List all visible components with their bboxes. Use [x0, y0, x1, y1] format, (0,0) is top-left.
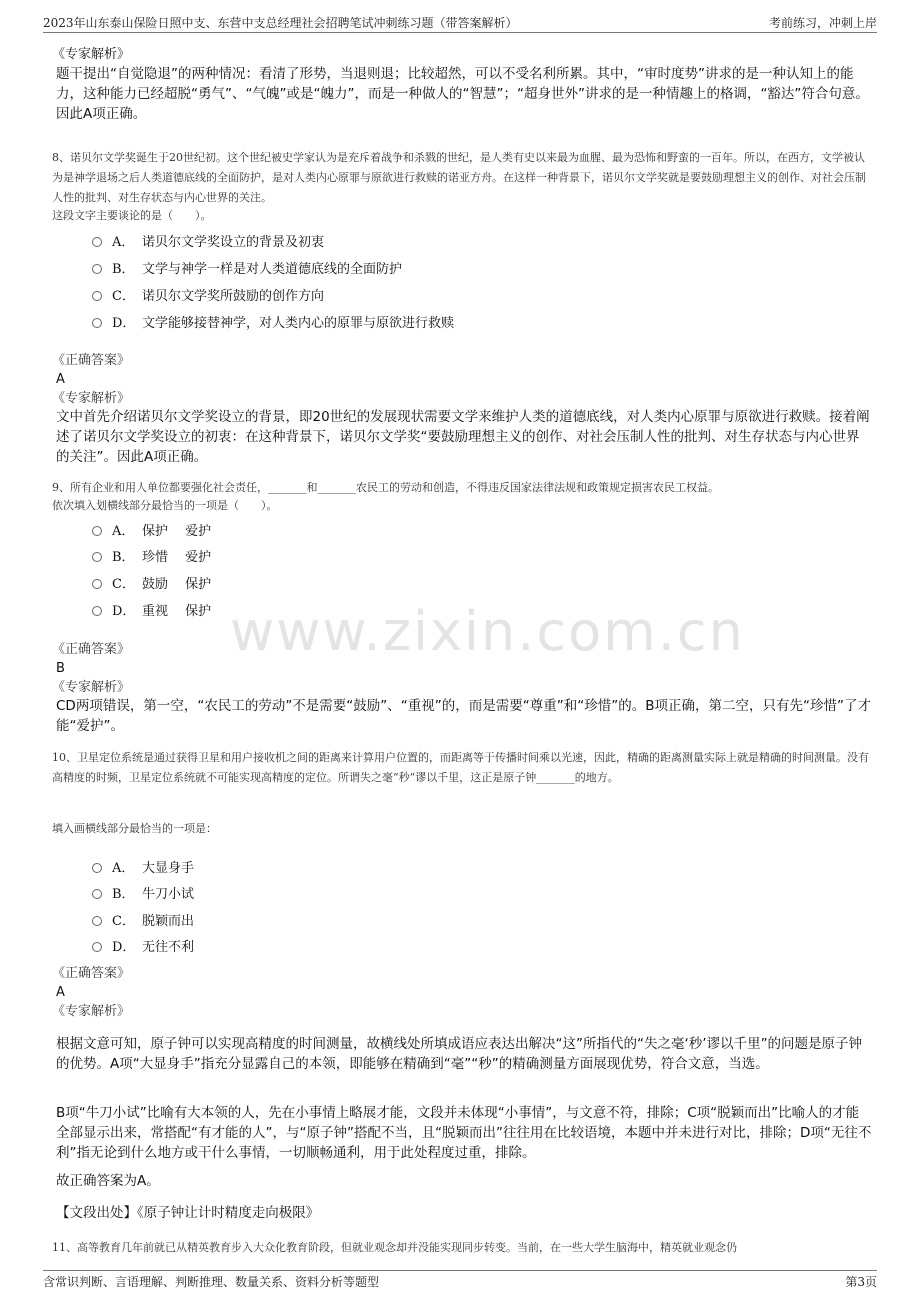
- q10-analysis-p2: B项“牛刀小试”比喻有大本领的人，先在小事情上略展才能，文段并未体现“小事情”，与文意不符，排除；C项“脱颖而出”比喻人的才能全部显示出来，常搭配“有才能的人”，与“原子钟”搭配不当，且“脱颖而出”往往用在比较语境，本题中并未进行对比，排除；D项“无往不利”指无论到什么地方或干什么事情，一切顺畅通利，用于此处程度过重，排除。: [56, 1105, 872, 1161]
- q8-option-b[interactable]: B． 文学与神学一样是对人类道德底线的全面防护: [92, 256, 402, 278]
- q10-option-b[interactable]: B． 牛刀小试: [92, 881, 194, 903]
- q8-option-c[interactable]: C． 诺贝尔文学奖所鼓励的创作方向: [92, 283, 324, 305]
- radio-icon[interactable]: [92, 863, 102, 873]
- q10-option-c[interactable]: C． 脱颖而出: [92, 908, 194, 930]
- q9-option-c[interactable]: C． 鼓励 保护: [92, 571, 211, 593]
- q9-question: 依次填入划横线部分最恰当的一项是（ ）。: [52, 499, 278, 512]
- header-slogan: 考前练习，冲刺上岸: [768, 15, 877, 30]
- q10-source: [56, 1203, 874, 1223]
- q9-option-a[interactable]: A． 保护 爱护: [92, 518, 211, 540]
- q7-analysis: 题干提出“自觉隐退”的两种情况：看清了形势，当退则退；比较超然，可以不受名利所累。其中，“审时度势”讲求的是一种认知上的能力，这种能力已经超脱“勇气”、“气魄”或是“魄力”，而是一种做人的“智慧”；“超身世外”讲求的是一种情趣上的格调，“豁达”符合句意。因此A项正确。: [56, 66, 869, 122]
- radio-icon[interactable]: [92, 318, 102, 328]
- q8-option-a[interactable]: A． 诺贝尔文学奖设立的背景及初衷: [92, 229, 324, 251]
- watermark: www.zixin.com.cn: [230, 600, 745, 663]
- q8-answer: A: [56, 372, 65, 387]
- q8-analysis: 文中首先介绍诺贝尔文学奖设立的背景，即20世纪的发展现状需要文学来维护人类的道德底线，对人类内心原罪与原欲进行救赎。接着阐述了诺贝尔文学奖设立的初衷：在这种背景下，诺贝尔文学奖“要鼓励理想主义的创作、对社会压制人性的批判、对生存状态与内心世界的关注”。因此A项正确。: [56, 409, 870, 465]
- source-label: 【文段出处】: [56, 1205, 137, 1221]
- q10-answer: A: [56, 985, 65, 1000]
- q9-answer: B: [56, 661, 65, 676]
- q10-conclusion: 故正确答案为A。: [56, 1173, 160, 1189]
- radio-icon[interactable]: [92, 942, 102, 952]
- q8-analysis-label: 《专家解析》: [52, 391, 131, 406]
- q9-stem: 9、所有企业和用人单位都要强化社会责任，_______和_______农民工的劳动和创造，不得违反国家法律法规和政策规定损害农民工权益。: [52, 481, 719, 494]
- q8-option-d[interactable]: D． 文学能够接替神学，对人类内心的原罪与原欲进行救赎: [92, 310, 454, 332]
- page-footer: [43, 1270, 877, 1291]
- q9-option-d[interactable]: D． 重视 保护: [92, 598, 211, 620]
- source-title: 《原子钟让计时精度走向极限》: [137, 1205, 320, 1221]
- radio-icon[interactable]: [92, 237, 102, 247]
- q9-option-b[interactable]: B． 珍惜 爱护: [92, 544, 211, 566]
- q10-option-d[interactable]: D． 无往不利: [92, 934, 194, 956]
- radio-icon[interactable]: [92, 526, 102, 536]
- q10-stem: 10、卫星定位系统是通过获得卫星和用户接收机之间的距离来计算用户位置的，而距离等于传播时间乘以光速，因此，精确的距离测量实际上就是精确的时间测量。没有高精度的时频，卫星定位系统就不可能实现高精度的定位。所谓失之毫“秒”谬以千里，这正是原子钟_______的地方。: [52, 751, 869, 784]
- radio-icon[interactable]: [92, 552, 102, 562]
- radio-icon[interactable]: [92, 889, 102, 899]
- q10-question: 填入画横线部分最恰当的一项是：: [52, 822, 217, 835]
- radio-icon[interactable]: [92, 264, 102, 274]
- page-number: 第3页: [845, 1274, 877, 1289]
- q10-option-a[interactable]: A． 大显身手: [92, 855, 194, 877]
- q8-question: 这段文字主要谈论的是（ ）。: [52, 209, 212, 222]
- q8-answer-label: 《正确答案》: [52, 353, 131, 368]
- radio-icon[interactable]: [92, 916, 102, 926]
- q10-analysis-label: 《专家解析》: [52, 1004, 131, 1019]
- q7-analysis-label: 《专家解析》: [52, 47, 131, 62]
- q9-analysis-label: 《专家解析》: [52, 680, 131, 695]
- q9-answer-label: 《正确答案》: [52, 642, 131, 657]
- q10-analysis-p1: 根据文意可知，原子钟可以实现高精度的时间测量，故横线处所填成语应表达出解决“这”所指代的“失之毫‘秒’谬以千里”的问题是原子钟的优势。A项“大显身手”指充分显露自己的本领，即能够在精确到“毫”“秒”的精确测量方面展现优势，符合文意，当选。: [56, 1036, 863, 1072]
- footer-topics: 含常识判断、言语理解、判断推理、数量关系、资料分析等题型: [43, 1274, 380, 1289]
- radio-icon[interactable]: [92, 291, 102, 301]
- q9-analysis: CD两项错误，第一空，“农民工的劳动”不是需要“鼓励”、“重视”的，而是需要“尊重”和“珍惜”的。B项正确，第二空，只有先“珍惜”了才能“爱护”。: [56, 698, 872, 734]
- page-header: [43, 12, 877, 33]
- q10-answer-label: 《正确答案》: [52, 966, 131, 981]
- q8-stem: 8、诺贝尔文学奖诞生于20世纪初。这个世纪被史学家认为是充斥着战争和杀戮的世纪，是人类有史以来最为血腥、最为恐怖和野蛮的一百年。所以，在西方，文学被认为是神学退场之后人类道德底线的全面防护，是对人类内心原罪与原欲进行救赎的诺亚方舟。在这样一种背景下，诺贝尔文学奖就是要鼓励理想主义的创作、对社会压制人性的批判、对生存状态与内心世界的关注。: [52, 151, 866, 204]
- q11-stem: 11、高等教育几年前就已从精英教育步入大众化教育阶段，但就业观念却并没能实现同步转变。当前，在一些大学生脑海中，精英就业观念仍: [52, 1241, 737, 1254]
- radio-icon[interactable]: [92, 606, 102, 616]
- header-title: 2023年山东泰山保险日照中支、东营中支总经理社会招聘笔试冲刺练习题（带答案解析）: [43, 15, 518, 30]
- radio-icon[interactable]: [92, 579, 102, 589]
